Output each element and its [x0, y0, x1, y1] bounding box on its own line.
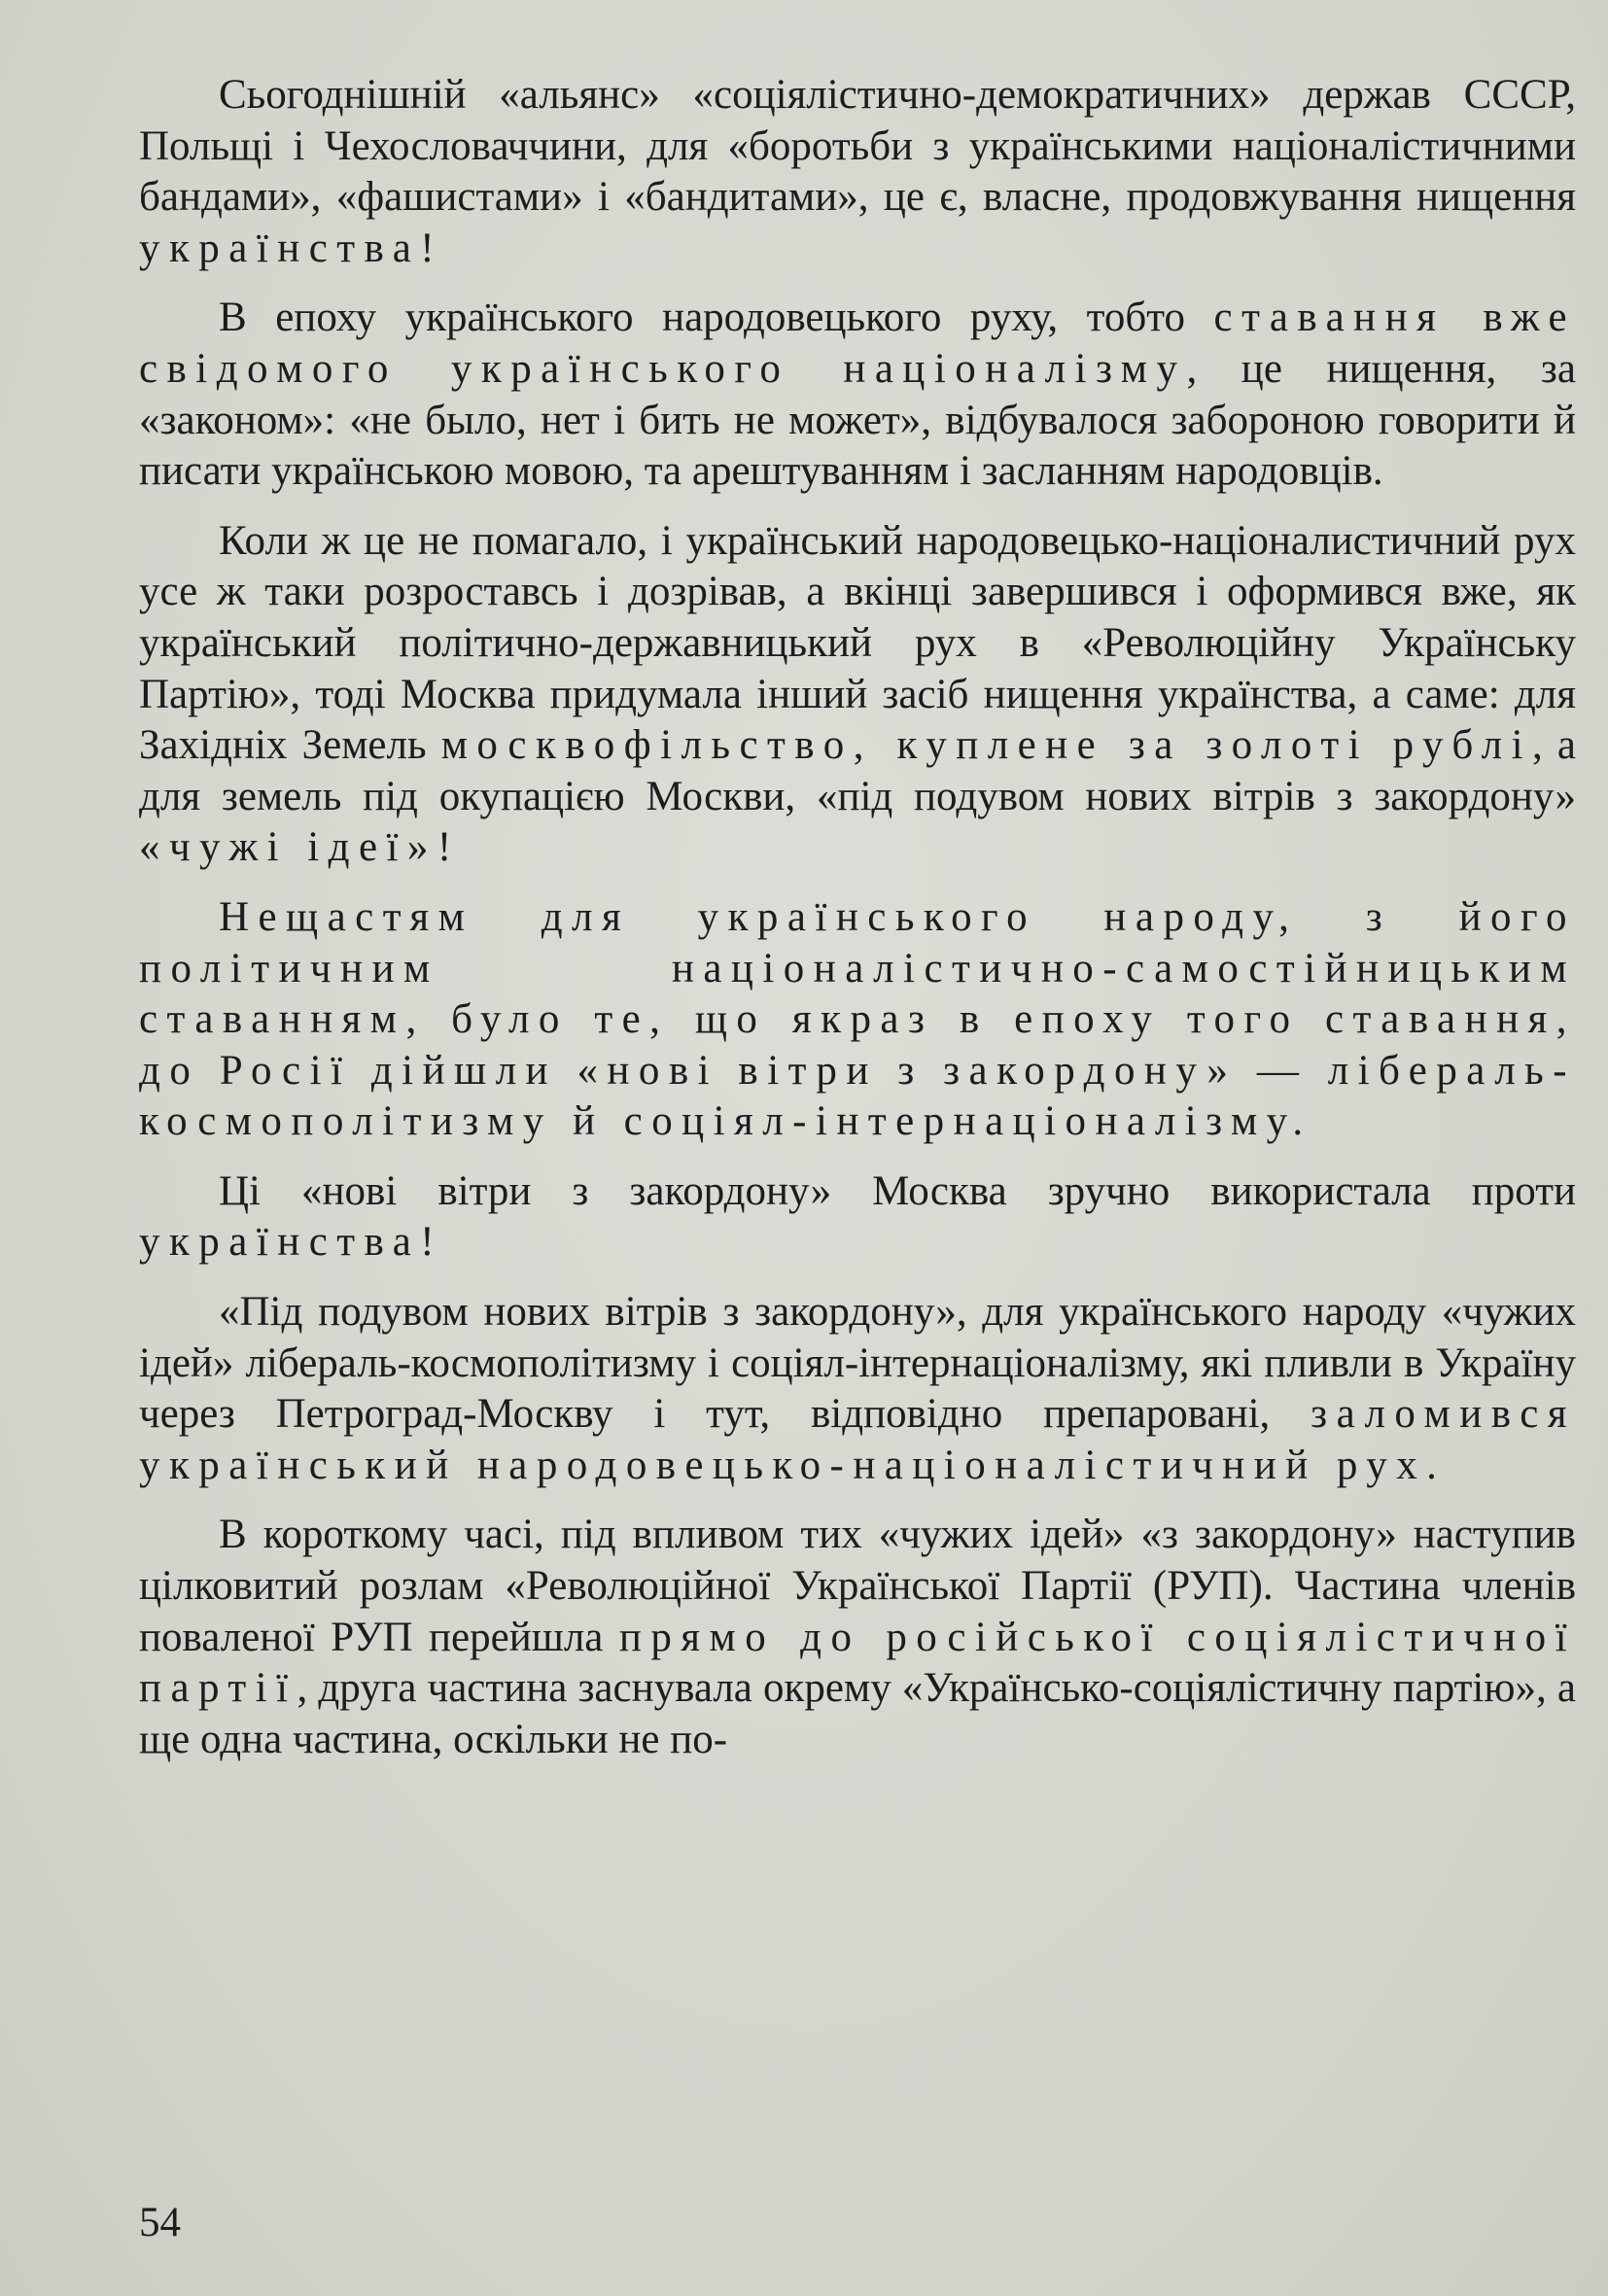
emphasized-text: «чужі ідеї»!: [139, 824, 461, 871]
paragraph-text: , друга частина заснувала окрему «Українсько-соціялістичну партію», а ще одна частина, оскільки не по-: [139, 1665, 1576, 1762]
paragraph-text: Сьогоднішній «альянс» «соціялістично-демократичних» держав СССР, Польщі і Чехословаччини, для «боротьби з українськими націоналістичними бандами», «фашистами» і «бандитами», це є, власне, продовжування нищення: [139, 72, 1576, 221]
paragraph-text: Ці «нові вітри з закордону» Москва зручно використала проти: [219, 1167, 1576, 1214]
emphasized-text: москвофільство, куплене за золоті рублі: [440, 722, 1532, 769]
paragraph: [139, 1166, 1576, 1269]
paragraph-text: В короткому часі, під впливом тих «чужих ідей» «з закордону» наступив цілковитий розлам «Революційної Української Партії (РУП). Частина членів поваленої РУП перейшла: [139, 1512, 1576, 1660]
paragraph: [139, 70, 1576, 274]
paragraph: [139, 516, 1576, 874]
paragraph-text: «Під подувом нових вітрів з закордону», для українського народу «чужих ідей» лібераль-космополітизму і соціял-інтернаціоналізму, які пливли в Україну через Петроград-Москву і тут, відповідно препаровані,: [139, 1289, 1576, 1438]
emphasized-text: українства!: [139, 1219, 444, 1266]
paragraph-text: В епоху українського народовецького руху, тобто: [219, 295, 1214, 341]
paragraph: [139, 1287, 1576, 1491]
emphasized-text: Нещастям для українського народу, з його політичним націоналістично-самостійницьким ставанням, було те, що якраз в епоху того ставання, до Росії дійшли «нові вітри з закордону» — лібераль-космополітизму й соціял-інтернаціоналізму.: [139, 893, 1576, 1145]
emphasized-text: прямо до російської соціялістичної партії: [139, 1614, 1576, 1712]
paragraph: [139, 1510, 1576, 1765]
body-text: [139, 70, 1576, 1784]
paragraph: [139, 892, 1576, 1148]
paragraph: [139, 293, 1576, 497]
page-number: 54: [139, 2200, 181, 2245]
paragraph-text: , це нищення, за «законом»: «не было, нет і бить не может», відбувалося забороною говорити й писати українською мовою, та арештуванням і засланням народовців.: [139, 345, 1576, 495]
emphasized-text: українства!: [139, 225, 444, 271]
emphasized-text: ставання вже свідомого українського націоналізму: [139, 295, 1576, 392]
paragraph-text: , а для земель під окупацією Москви, «під подувом нових вітрів з закордону»: [139, 722, 1576, 819]
emphasized-text: заломився український народовецько-націоналістичний рух.: [139, 1391, 1576, 1488]
paragraph-text: Коли ж це не помагало, і український народовецько-націоналистичний рух усе ж таки розроставсь і дозрівав, а вкінці завершився і оформився вже, як український політично-державницький рух в «Революційну Українську Партію», тоді Москва придумала інший засіб нищення українства, а саме: для Західніх Земель: [139, 517, 1576, 769]
